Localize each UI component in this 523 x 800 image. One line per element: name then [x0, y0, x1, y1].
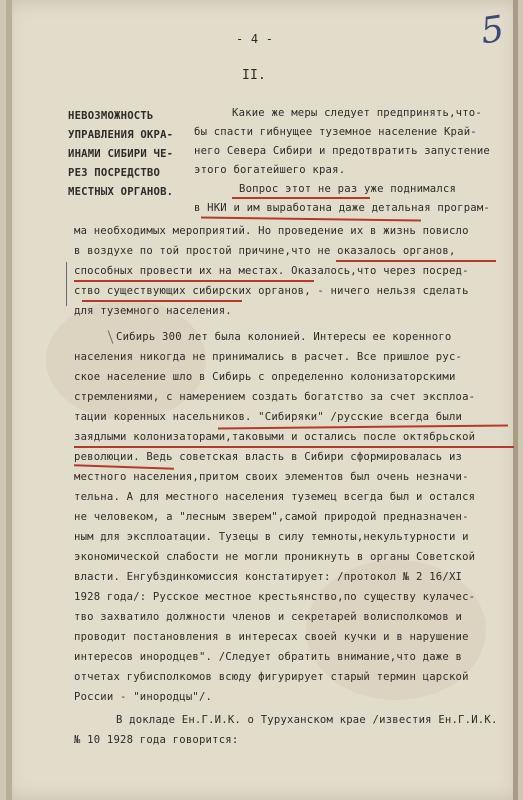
section-number: II. [242, 68, 267, 83]
text-line: № 10 1928 года говорится: [74, 734, 239, 746]
text-line: Сибирь 300 лет была колонией. Интересы ее коренного [116, 331, 452, 343]
red-underline [218, 424, 508, 429]
page-right-edge [513, 0, 518, 800]
red-underline [74, 280, 314, 282]
text-line: ское население шло в Сибирь с определенно колонизаторскими [74, 371, 456, 383]
text-line: 1928 года/: Русское местное крестьянство,по существу кулачес- [74, 591, 476, 603]
red-underline [74, 464, 174, 469]
document-page [6, 0, 518, 800]
text-line: тво захватило должности членов и секретарей волисполкомов и [74, 611, 463, 623]
text-line: тации коренных насельников. "Сибиряки" /русские всегда были [74, 411, 463, 423]
text-line: проводит постановления в интересах своей кучки и в нарушение [74, 631, 469, 643]
text-line: интересов инородцев". /Следует обратить внимание,что даже в [74, 651, 463, 663]
margin-heading-line: РЕЗ ПОСРЕДСТВО [68, 167, 161, 179]
text-line: него Севера Сибири и предотвратить запустение [194, 145, 491, 157]
text-line: населения никогда не принимались в расчет. Все пришлое рус- [74, 351, 463, 363]
margin-heading-line: УПРАВЛЕНИЯ ОКРА- [68, 129, 174, 141]
red-underline [201, 216, 421, 221]
text-line: заядлыми колонизаторами,таковыми и остались после октябрьской [74, 431, 476, 443]
text-line: революции. Ведь советская власть в Сибири сформировалась из [74, 451, 463, 463]
text-line: отчетах губисполкомов всюду фигурирует старый термин царской [74, 671, 469, 683]
margin-heading-line: ИНАМИ СИБИРИ ЧЕ- [68, 148, 174, 160]
red-underline [232, 197, 370, 199]
red-underline [82, 300, 242, 302]
text-line: экономической слабости не могли проникнуть в органы Советской [74, 551, 476, 563]
text-line: ма необходимых мероприятий. Но проведение их в жизнь повисло [74, 225, 469, 237]
text-line: способных провести их на местах. Оказалось,что через посред- [74, 265, 469, 277]
text-line: ство существующих сибирских органов, - ничего нельзя сделать [74, 285, 469, 297]
text-line: России - "инородцы"/. [74, 691, 213, 703]
text-line: этого богатейшего края. [194, 164, 346, 176]
margin-heading-line: НЕВОЗМОЖНОСТЬ [68, 110, 154, 122]
text-line: не человеком, а "лесным зверем",самой природой предназначен- [74, 511, 469, 523]
page-number: - 4 - [236, 32, 274, 46]
text-line: в воздухе по той простой причине,что не оказалось органов, [74, 245, 456, 257]
page-left-edge [6, 0, 12, 800]
text-line: Какие же меры следует предпринять,что- [232, 107, 482, 119]
margin-heading-line: МЕСТНЫХ ОРГАНОВ. [68, 186, 174, 198]
text-line: власти. Енгубздинкомиссия констатирует: /протокол № 2 16/XI [74, 571, 463, 583]
text-line: ным для эксплоатации. Тузецы в силу темноты,некультурности и [74, 531, 469, 543]
text-line: местного населения,притом своих элементов был очень незначи- [74, 471, 469, 483]
text-line: для туземного населения. [74, 305, 232, 317]
red-underline [74, 446, 514, 448]
text-line: В докладе Ен.Г.И.К. о Туруханском крае /известия Ен.Г.И.К. [116, 714, 498, 726]
text-line: бы спасти гибнущее туземное население Край- [194, 126, 477, 138]
text-line: стремлениями, с намерением создать богатство за счет эксплоа- [74, 391, 476, 403]
margin-bracket [66, 262, 67, 306]
handwritten-folio-number: 5 [478, 8, 507, 53]
text-line: Вопрос этот не раз уже поднимался [239, 183, 457, 195]
text-line: тельна. А для местного населения туземец всегда был и остался [74, 491, 476, 503]
red-underline [336, 260, 496, 262]
text-line: в НКИ и им выработана даже детальная програм- [194, 202, 491, 214]
